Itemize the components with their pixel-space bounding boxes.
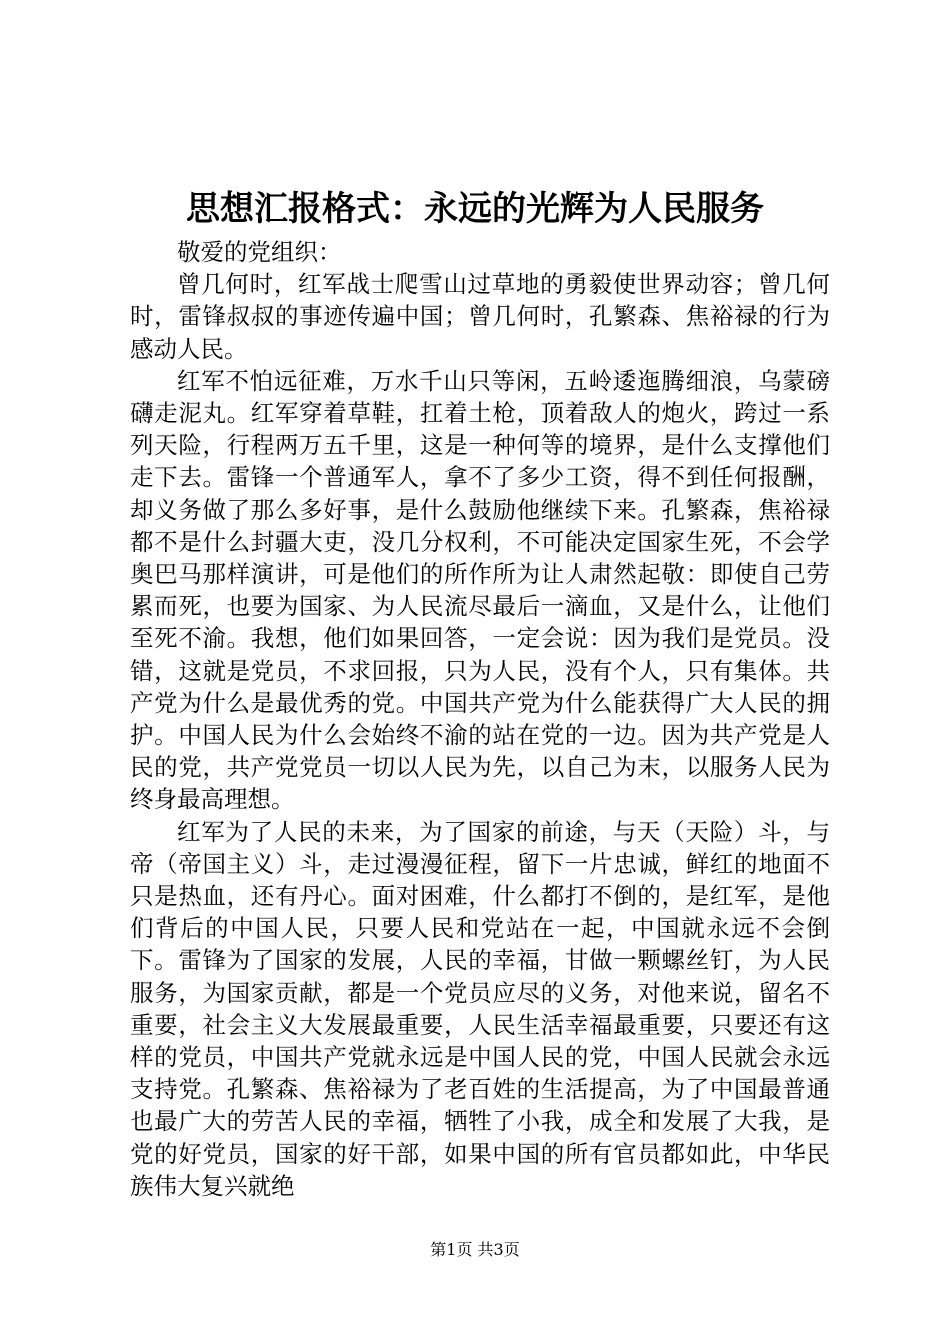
- paragraph-1: 曾几何时，红军战士爬雪山过草地的勇毅使世界动容；曾几何时，雷锋叔叔的事迹传遍中国；曾几何时，孔繁森、焦裕禄的行为感动人民。: [130, 270, 830, 363]
- document-body: [130, 236, 830, 1202]
- paragraph-2: 红军不怕远征难，万水千山只等闲，五岭逶迤腾细浪，乌蒙磅礴走泥丸。红军穿着草鞋，扛着土枪，顶着敌人的炮火，跨过一系列天险，行程两万五千里，这是一种何等的境界，是什么支撑他们走下去。雷锋一个普通军人，拿不了多少工资，得不到任何报酬，却义务做了那么多好事，是什么鼓励他继续下来。孔繁森，焦裕禄都不是什么封疆大吏，没几分权利，不可能决定国家生死，不会学奥巴马那样演讲，可是他们的所作所为让人肃然起敬：即使自己劳累而死，也要为国家、为人民流尽最后一滴血，又是什么，让他们至死不渝。我想，他们如果回答，一定会说：因为我们是党员。没错，这就是党员，不求回报，只为人民，没有个人，只有集体。共产党为什么是最优秀的党。中国共产党为什么能获得广大人民的拥护。中国人民为什么会始终不渝的站在党的一边。因为共产党是人民的党，共产党党员一切以人民为先，以自己为末，以服务人民为终身最高理想。: [130, 366, 830, 814]
- document-title: 思想汇报格式：永远的光辉为人民服务: [186, 189, 764, 229]
- page-footer: 第1页 共3页: [430, 1240, 520, 1259]
- salutation: 敬爱的党组织：: [177, 238, 342, 266]
- paragraph-3: 红军为了人民的未来，为了国家的前途，与天（天险）斗，与帝（帝国主义）斗，走过漫漫征程，留下一片忠诚，鲜红的地面不只是热血，还有丹心。面对困难，什么都打不倒的，是红军，是他们背后的中国人民，只要人民和党站在一起，中国就永远不会倒下。雷锋为了国家的发展，人民的幸福，甘做一颗螺丝钉，为人民服务，为国家贡献，都是一个党员应尽的义务，对他来说，留名不重要，社会主义大发展最重要，人民生活幸福最重要，只要还有这样的党员，中国共产党就永远是中国人民的党，中国人民就会永远支持党。孔繁森、焦裕禄为了老百姓的生活提高，为了中国最普通也最广大的劳苦人民的幸福，牺牲了小我，成全和发展了大我，是党的好党员，国家的好干部，如果中国的所有官员都如此，中华民族伟大复兴就绝: [130, 817, 830, 1200]
